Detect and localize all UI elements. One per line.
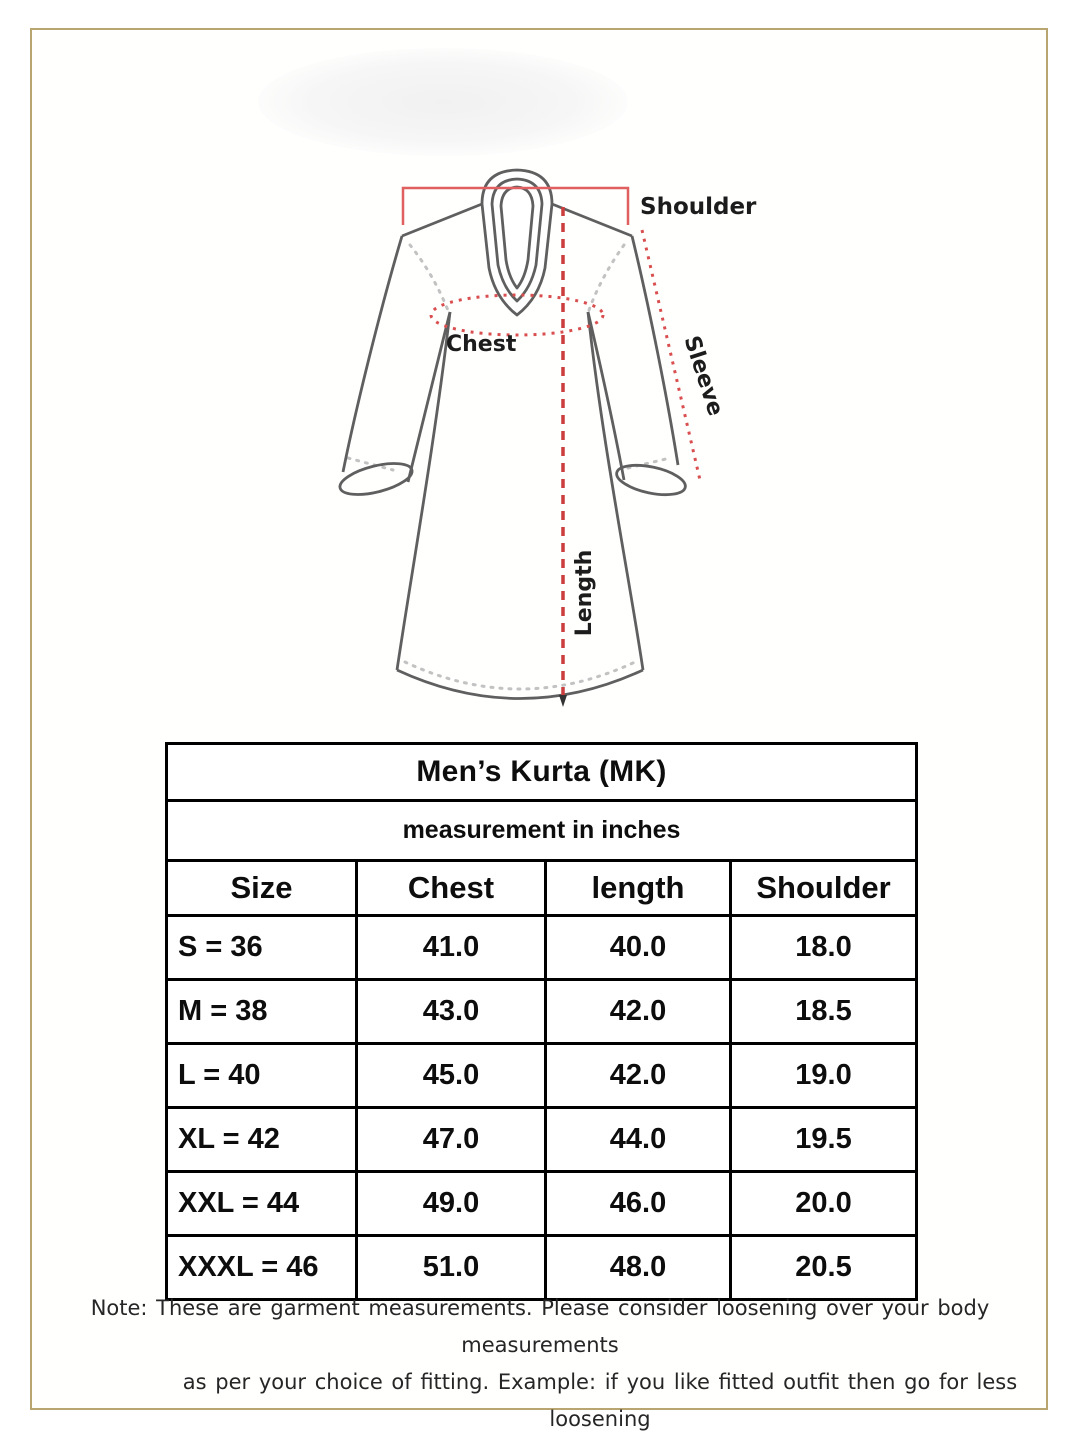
length-cell: 40.0 xyxy=(546,916,731,980)
length-cell: 46.0 xyxy=(546,1172,731,1236)
length-cell: 44.0 xyxy=(546,1108,731,1172)
size-cell: L = 40 xyxy=(167,1044,357,1108)
shoulder-cell: 18.5 xyxy=(731,980,917,1044)
table-row xyxy=(167,916,917,980)
length-cell: 42.0 xyxy=(546,1044,731,1108)
sleeve-label: Sleeve xyxy=(678,332,728,420)
table-subtitle: measurement in inches xyxy=(167,801,917,861)
col-header-chest: Chest xyxy=(357,861,546,916)
col-header-shoulder: Shoulder xyxy=(731,861,917,916)
size-table xyxy=(165,742,918,1301)
chest-cell: 49.0 xyxy=(357,1172,546,1236)
note-line-2: as per your choice of fitting. Example: if you like fitted outfit then go for less loosening xyxy=(182,1370,1018,1431)
table-row xyxy=(167,1044,917,1108)
shoulder-label: Shoulder xyxy=(640,194,757,220)
length-arrow-tip xyxy=(559,695,567,707)
length-cell: 42.0 xyxy=(546,980,731,1044)
table-header-row xyxy=(167,861,917,916)
kurta-measurement-diagram xyxy=(230,150,790,745)
shoulder-cell: 19.5 xyxy=(731,1108,917,1172)
kurta-outline xyxy=(337,170,688,699)
length-cell: 48.0 xyxy=(546,1236,731,1300)
chest-cell: 43.0 xyxy=(357,980,546,1044)
shoulder-cell: 20.0 xyxy=(731,1172,917,1236)
table-subtitle-row xyxy=(167,801,917,861)
table-row xyxy=(167,1108,917,1172)
size-cell: XXL = 44 xyxy=(167,1172,357,1236)
chest-cell: 47.0 xyxy=(357,1108,546,1172)
size-cell: XXXL = 46 xyxy=(167,1236,357,1300)
col-header-length: length xyxy=(546,861,731,916)
faded-logo-blob xyxy=(258,48,628,156)
table-title-row xyxy=(167,744,917,801)
measurement-note xyxy=(40,1290,1040,1438)
col-header-size: Size xyxy=(167,861,357,916)
size-cell: S = 36 xyxy=(167,916,357,980)
chest-cell: 41.0 xyxy=(357,916,546,980)
shoulder-cell: 18.0 xyxy=(731,916,917,980)
chest-label: Chest xyxy=(446,332,517,357)
measurement-lines xyxy=(403,188,700,707)
size-cell: XL = 42 xyxy=(167,1108,357,1172)
table-title: Men’s Kurta (MK) xyxy=(167,744,917,801)
table-row xyxy=(167,1172,917,1236)
shoulder-cell: 19.0 xyxy=(731,1044,917,1108)
table-row xyxy=(167,980,917,1044)
note-line-1: Note: These are garment measurements. Please consider loosening over your body measurements xyxy=(90,1296,990,1357)
size-cell: M = 38 xyxy=(167,980,357,1044)
chest-cell: 51.0 xyxy=(357,1236,546,1300)
length-label: Length xyxy=(572,549,597,637)
shoulder-cell: 20.5 xyxy=(731,1236,917,1300)
chest-cell: 45.0 xyxy=(357,1044,546,1108)
